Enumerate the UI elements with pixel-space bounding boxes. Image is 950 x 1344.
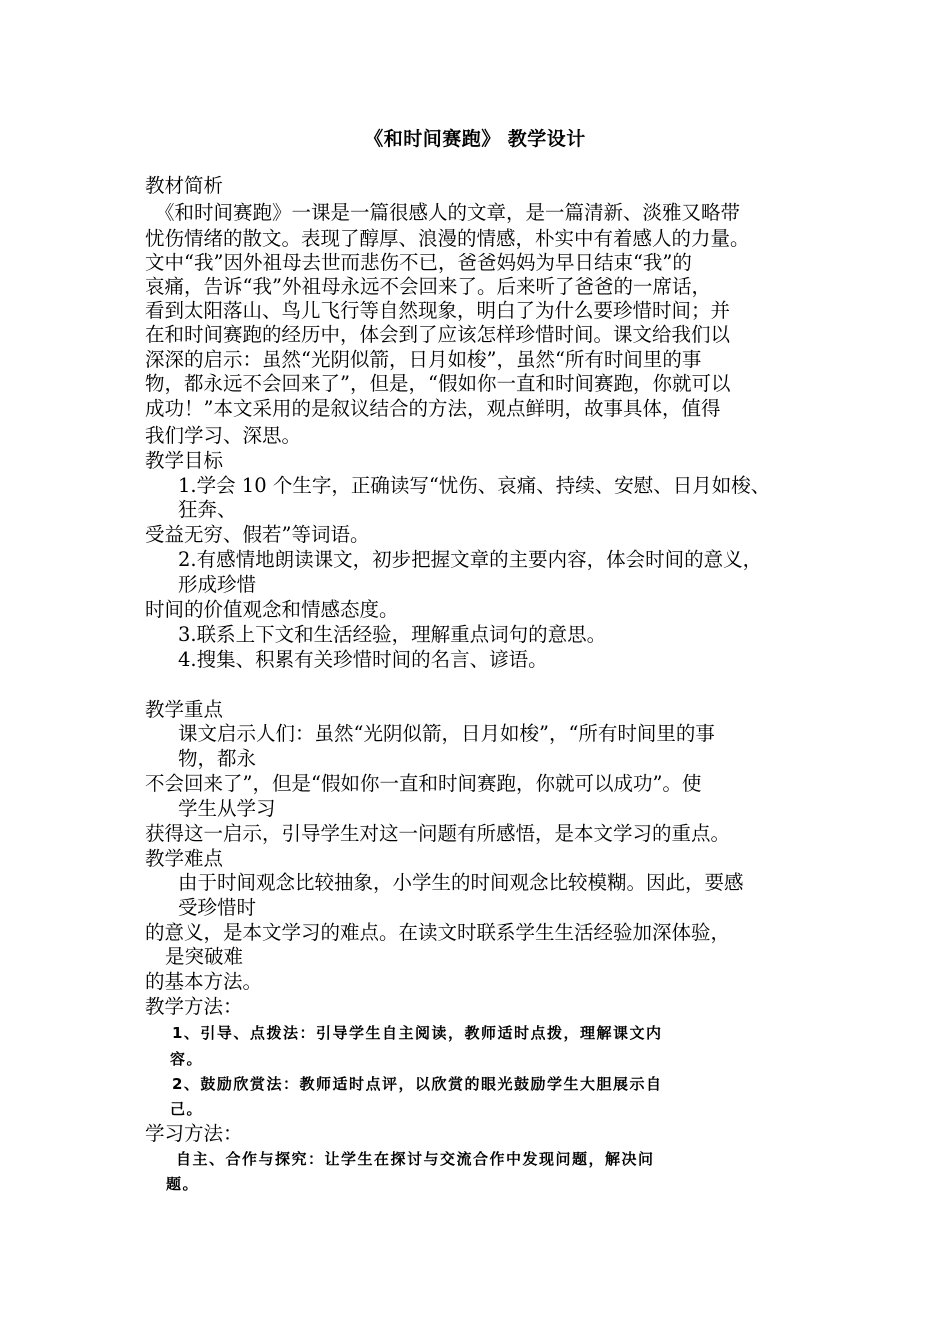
goal-item: 4.搜集、积累有关珍惜时间的名言、谚语。 (178, 648, 548, 671)
learning-method-line: 自主、合作与探究：让学生在探讨与交流合作中发现问题，解决问 (176, 1150, 655, 1168)
goal-item-wrap: 形成珍惜 (178, 573, 257, 596)
analysis-line: 深深的启示：虽然“光阴似箭，日月如梭”，虽然“所有时间里的事 (145, 348, 702, 371)
learning-method-wrap: 题。 (166, 1175, 200, 1193)
section-heading-keypoint: 教学重点 (145, 698, 224, 721)
goal-item-wrap: 狂奔、 (178, 498, 237, 521)
analysis-line: 哀痛，告诉“我”外祖母永远不会回来了。后来听了爸爸的一席话， (145, 275, 711, 298)
analysis-line: 我们学习、深思。 (145, 424, 302, 447)
goal-item: 1.学会 10 个生字，正确读写“忧伤、哀痛、持续、安慰、日月如梭、 (178, 474, 771, 497)
teaching-method-wrap: 己。 (170, 1100, 204, 1118)
keypoint-wrap: 物，都永 (178, 747, 257, 770)
difficulty-wrap: 是突破难 (165, 945, 244, 968)
teaching-method-item: 1、引导、点拨法：引导学生自主阅读，教师适时点拨，理解课文内 (172, 1024, 663, 1042)
section-heading-difficulty: 教学难点 (145, 847, 224, 870)
document-title: 《和时间赛跑》 教学设计 (364, 128, 586, 150)
difficulty-line: 由于时间观念比较抽象，小学生的时间观念比较模糊。因此，要感 (178, 871, 744, 894)
section-heading-learning-methods: 学习方法： (145, 1122, 243, 1145)
difficulty-wrap: 受珍惜时 (178, 896, 257, 919)
analysis-line: 《和时间赛跑》一课是一篇很感人的文章，是一篇清新、淡雅又略带 (155, 201, 741, 224)
goal-item: 2.有感情地朗读课文，初步把握文章的主要内容，体会时间的意义， (178, 548, 763, 571)
analysis-line: 在和时间赛跑的经历中，体会到了应该怎样珍惜时间。课文给我们以 (145, 323, 731, 346)
analysis-line: 文中“我”因外祖母去世而悲伤不已，爸爸妈妈为早日结束“我”的 (145, 251, 692, 274)
analysis-line: 成功！”本文采用的是叙议结合的方法，观点鲜明，故事具体，值得 (145, 397, 721, 420)
goal-item: 3.联系上下文和生活经验，理解重点词句的意思。 (178, 623, 607, 646)
keypoint-wrap: 学生从学习 (178, 797, 276, 820)
analysis-line: 忧伤情绪的散文。表现了醇厚、浪漫的情感，朴实中有着感人的力量。 (145, 227, 750, 250)
teaching-method-item: 2、鼓励欣赏法：教师适时点评，以欣赏的眼光鼓励学生大胆展示自 (172, 1075, 663, 1093)
keypoint-line: 不会回来了”，但是“假如你一直和时间赛跑，你就可以成功”。使 (145, 772, 702, 795)
goal-item-cont: 受益无穷、假若”等词语。 (145, 523, 370, 546)
keypoint-line: 课文启示人们：虽然“光阴似箭，日月如梭”，“所有时间里的事 (178, 722, 715, 745)
analysis-line: 看到太阳落山、鸟儿飞行等自然现象，明白了为什么要珍惜时间；并 (145, 299, 731, 322)
difficulty-line: 的意义，是本文学习的难点。在读文时联系学生生活经验加深体验， (145, 921, 731, 944)
difficulty-line: 的基本方法。 (145, 970, 263, 993)
goal-item-cont: 时间的价值观念和情感态度。 (145, 598, 399, 621)
keypoint-line: 获得这一启示，引导学生对这一问题有所感悟，是本文学习的重点。 (145, 822, 731, 845)
teaching-method-wrap: 容。 (170, 1050, 204, 1068)
section-heading-analysis: 教材简析 (145, 174, 224, 197)
section-heading-teaching-methods: 教学方法： (145, 995, 243, 1018)
analysis-line: 物，都永远不会回来了”，但是，“假如你一直和时间赛跑，你就可以 (145, 372, 731, 395)
section-heading-goals: 教学目标 (145, 449, 224, 472)
